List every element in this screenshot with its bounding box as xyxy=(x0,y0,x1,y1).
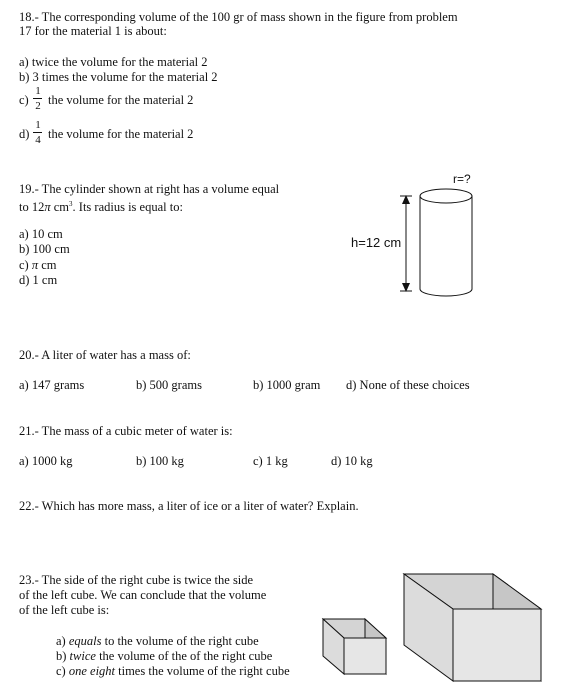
q19-option-c: c) π cm xyxy=(19,258,57,272)
q21-question: 21.- The mass of a cubic meter of water is: xyxy=(19,424,233,438)
q20-option-d: d) None of these choices xyxy=(346,378,470,392)
q20-question: 20.- A liter of water has a mass of: xyxy=(19,348,191,362)
cylinder-top-ellipse xyxy=(420,189,472,203)
cylinder-bottom-arc xyxy=(420,289,472,296)
q18-option-c-text: the volume for the material 2 xyxy=(48,93,194,107)
q23-option-b: b) twice the volume of the of the right cube xyxy=(56,649,273,663)
q21-option-a: a) 1000 kg xyxy=(19,454,73,468)
q21-option-b: b) 100 kg xyxy=(136,454,184,468)
q18-option-c-fraction-bar xyxy=(33,98,42,99)
large-cube-diagram xyxy=(403,573,543,683)
q18-option-d-denominator: 4 xyxy=(35,134,41,146)
q23-option-c: c) one eight times the volume of the right cube xyxy=(56,664,290,678)
q18-option-a: a) twice the volume for the material 2 xyxy=(19,55,208,69)
q20-option-c: b) 1000 gram xyxy=(253,378,321,392)
q21-option-c: c) 1 kg xyxy=(253,454,288,468)
small-cube-diagram xyxy=(322,618,388,676)
q18-question-line2: 17 for the material 1 is about: xyxy=(19,24,167,38)
q23-question-line2: of the left cube. We can conclude that the volume xyxy=(19,588,267,602)
q20-option-b: b) 500 grams xyxy=(136,378,202,392)
q18-option-c-denominator: 2 xyxy=(35,100,41,112)
q21-option-d: d) 10 kg xyxy=(331,454,373,468)
q23-question-line1: 23.- The side of the right cube is twice the side xyxy=(19,573,254,587)
q22-question: 22.- Which has more mass, a liter of ice or a liter of water? Explain. xyxy=(19,499,359,513)
q18-option-d-text: the volume for the material 2 xyxy=(48,127,194,141)
small-cube-front-face xyxy=(344,638,386,674)
q23-option-a: a) equals to the volume of the right cube xyxy=(56,634,259,648)
large-cube-front-face xyxy=(453,609,541,681)
q18-option-c-numerator: 1 xyxy=(35,85,41,97)
q18-option-c-label: c) xyxy=(19,93,29,107)
q19-option-d: d) 1 cm xyxy=(19,273,58,287)
q23-question-line3: of the left cube is: xyxy=(19,603,110,617)
q20-option-a: a) 147 grams xyxy=(19,378,85,392)
q18-option-d-numerator: 1 xyxy=(35,119,41,131)
q19-option-a: a) 10 cm xyxy=(19,227,63,241)
cylinder-height-label: h=12 cm xyxy=(351,235,402,250)
cylinder-radius-label: r=? xyxy=(453,172,471,186)
q19-question-line1: 19.- The cylinder shown at right has a volume equal xyxy=(19,182,280,196)
q19-question-line2: to 12π $cm^3$. Its radius is equal to: xyxy=(19,200,183,215)
q18-option-b: b) 3 times the volume for the material 2 xyxy=(19,70,218,84)
q19-option-b: b) 100 cm xyxy=(19,242,70,256)
q18-option-d-fraction-bar xyxy=(33,132,42,133)
q18-option-d-label: d) xyxy=(19,127,30,141)
q18-question-line1: 18.- The corresponding volume of the 100 gr of mass shown in the figure from problem xyxy=(19,10,458,24)
cylinder-diagram xyxy=(395,185,495,300)
